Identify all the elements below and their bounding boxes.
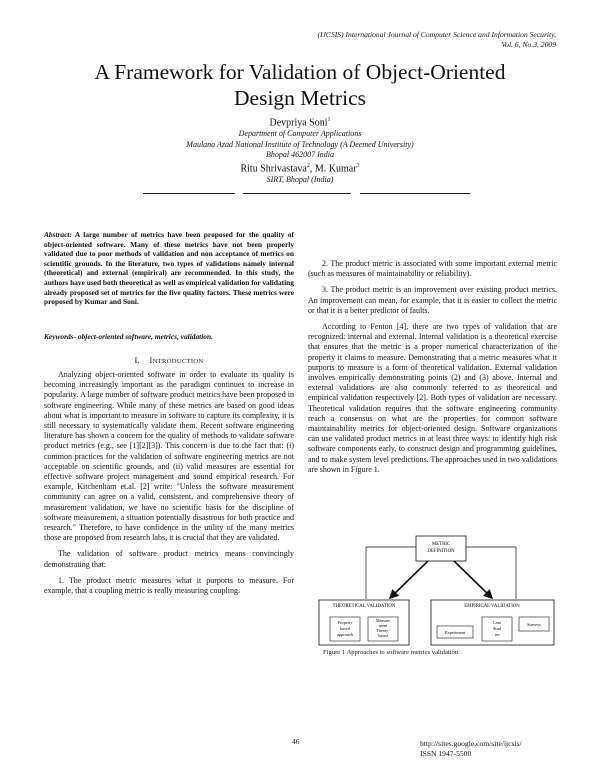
abstract-label: Abstract:	[44, 230, 72, 239]
loop-line-right	[466, 547, 516, 599]
divider-rule-2	[243, 193, 351, 194]
authors-2-3: Ritu Shrivastava$^2$, M. Kumar$^3$	[240, 162, 360, 175]
author-institute: Maulana Azad National Institute of Technology (A Deemed University)	[186, 139, 414, 149]
footer-info	[420, 739, 522, 759]
intro-point-3: 3. The product metric is an improvement over existing product metrics. An improvement can mean, for example, that it is easier to collect the metric or that it is a better predictor of faults.	[308, 285, 557, 315]
abstract	[44, 230, 294, 307]
journal-line-2: Vol. 6, No.3, 2009	[501, 40, 556, 49]
case-label-1: Case	[492, 620, 502, 625]
loop-line-left	[366, 547, 416, 599]
left-column	[44, 370, 294, 596]
metric-definition-label-1: METRIC	[431, 542, 451, 547]
section-heading-introduction: I. INTRODUCTION	[134, 356, 204, 365]
divider-rule-3	[360, 193, 470, 194]
author-block	[100, 115, 500, 185]
intro-point-2: 2. The product metric is associated with some important external metric (such as measures of maintainability or reliability).	[308, 259, 557, 279]
journal-header	[317, 30, 556, 50]
abstract-text: A large number of metrics have been proposed for the quality of object-oriented software. Many of these metrics have not been properly validated due to poor methods of validation and non acceptance of metrics on scientific grounds. In the literature, two types of validations namely internal (theoretical) and external (empirical) are recommended. In this study, the authors have used both theoretical as well as empirical validation for validating already proposed set of metrics for the five quality factors. These metrics were proposed by Kumar and Soni.	[44, 230, 294, 307]
author-city: Bhopal 462007 India	[266, 150, 334, 160]
arrow-to-theoretical	[390, 561, 428, 598]
measure-label-2: ment	[378, 623, 388, 628]
experiment-label: Experiment	[444, 630, 466, 635]
arrow-to-empirical	[454, 561, 492, 598]
case-label-2: Stud	[493, 626, 501, 631]
footer-issn: ISSN 1947-5500	[420, 749, 472, 758]
measure-label-4: based	[378, 633, 388, 638]
footer-url: http://sites.google.com/site/ijcsis/	[420, 739, 522, 748]
empirical-validation-label: EMPIRICAL VALIDATION	[464, 604, 520, 609]
page-number: 46	[292, 737, 300, 746]
case-label-3: ies	[494, 632, 500, 637]
measure-label-3: Theory-	[376, 628, 390, 633]
intro-paragraph-1: Analyzing object-oriented software in order to evaluate its quality is becoming increasingly important as the paradigm continues to increase in popularity. A large number of software product metrics have been proposed in software engineering. While many of these metrics are based on good ideas about what is important to measure in software to capture its complexity, it is still necessary to systematically validate them. Recent software engineering literature has shown a concern for the quality of methods to validate software product metrics (e.g., see [1][2][3]). This concern is due to the fact that: (i) common practices for the validation of software engineering metrics are not acceptable on scientific grounds, and (ii) valid measures are essential for effective software project management and sound empirical research. For example, Kitchenham et.al. [2] write: "Unless the software measurement community can agree on a valid, consistent, and comprehensive theory of measurement validation, we have no scientific basis for the discipline of software measurement, a situation potentially disastrous for both practice and research." Therefore, to have confidence in the utility of the many metrics those are proposed from research labs, it is crucial that they are validated.	[44, 370, 294, 543]
theoretical-validation-label: THEORETICAL VALIDATION	[332, 604, 396, 609]
measure-label-1: Measure	[375, 618, 391, 623]
property-label-2: based	[340, 626, 350, 631]
paper-title	[40, 59, 560, 111]
intro-paragraph-2: The validation of software product metrics means convincingly demonstrating that:	[44, 549, 294, 569]
figure-1-diagram	[316, 535, 556, 647]
divider-rule-1	[143, 193, 235, 194]
intro-paragraph-fenton: According to Fenton [4], there are two types of validation that are recognized: internal and external. Internal validation is a theoretical exercise that ensures that the metric is a proper numerical characterization of the property it claims to measure. Demonstrating that a metric measures what it purports to measure is a form of theoretical validation. External validation involves empirically demonstrating points (2) and (3) above. Internal and external validations are also commonly referred to as theoretical and empirical validation respectively [2]. Both types of validation are necessary. Theoretical validation requires that the software engineering community reach a consensus on what are the properties for common software maintainability metrics for object-oriented design. Software organizations can use validated product metrics in at least three ways: to identify high risk software components early, to construct design and programming guidelines, and to make system level predictions. The approaches used in two validations are shown in Figure 1.	[308, 322, 557, 474]
author-1: Devpriya Soni$^1$	[269, 117, 331, 129]
intro-point-1: 1. The product metric measures what it purports to measure. For example, that a coupling metric is really measuring coupling.	[44, 575, 294, 596]
title-line-1: A Framework for Validation of Object-Oriented	[94, 60, 506, 84]
keywords: Keywords- object-oriented software, metrics, validation.	[44, 332, 213, 341]
figure-1-caption: Figure 1 Approaches to software metrics validation.	[323, 649, 460, 656]
author-affiliation-2: SIRT, Bhopal (India)	[266, 174, 334, 184]
title-line-2: Design Metrics	[234, 86, 366, 110]
property-label-3: approach	[337, 632, 353, 637]
property-label-1: Property	[337, 620, 353, 625]
surveys-label: Surveys	[527, 622, 541, 627]
author-department: Department of Computer Applications	[238, 128, 362, 138]
journal-line-1: (IJCSIS) International Journal of Computer Science and Information Security,	[317, 30, 556, 39]
metric-definition-label-2: DEFINITION	[427, 549, 455, 554]
right-column	[308, 259, 557, 475]
